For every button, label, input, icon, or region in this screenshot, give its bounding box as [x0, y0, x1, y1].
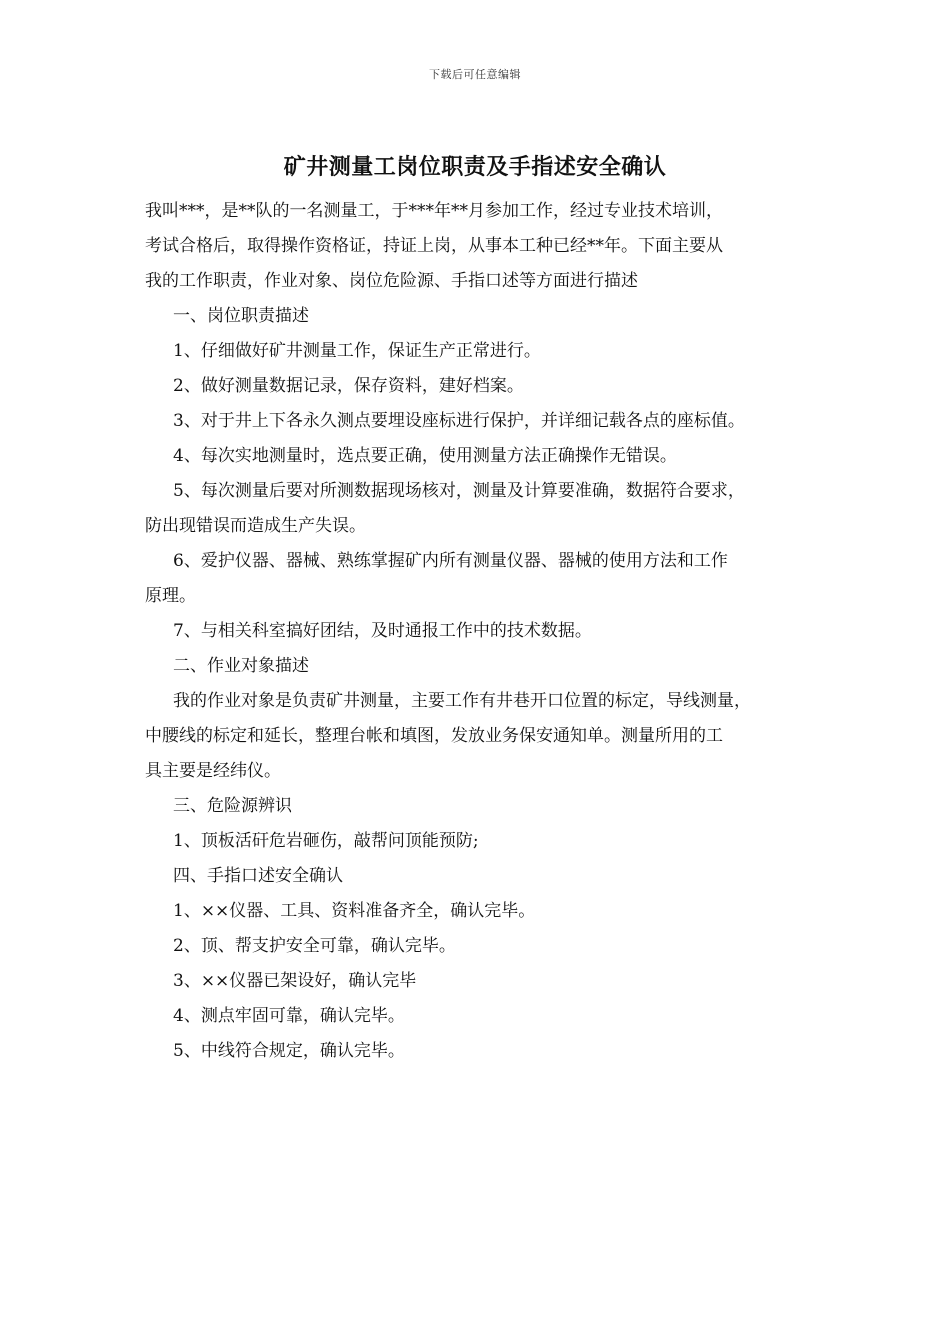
intro-line-3: 我的工作职责，作业对象、岗位危险源、手指口述等方面进行描述: [145, 271, 638, 291]
intro-line-2: 考试合格后，取得操作资格证，持证上岗，从事本工种已经**年。下面主要从: [145, 236, 723, 256]
document-title: 矿井测量工岗位职责及手指述安全确认: [283, 154, 667, 180]
duty-item-6: 6、爱护仪器、器械、熟练掌握矿内所有测量仪器、器械的使用方法和工作: [173, 551, 728, 571]
hazard-item-1: 1、顶板活矸危岩砸伤，敲帮问顶能预防;: [173, 831, 479, 851]
section-heading-hazards: 三、危险源辨识: [173, 796, 292, 816]
duty-item-3: 3、对于井上下各永久测点要埋设座标进行保护，并详细记载各点的座标值。: [173, 411, 745, 431]
confirmation-item-1: 1、××仪器、工具、资料准备齐全，确认完毕。: [173, 901, 536, 921]
intro-line-1: 我叫***，是**队的一名测量工，于***年**月参加工作，经过专业技术培训，: [145, 201, 723, 221]
work-object-line-1: 我的作业对象是负责矿井测量，主要工作有井巷开口位置的标定，导线测量，: [173, 691, 751, 711]
confirmation-item-2: 2、顶、帮支护安全可靠，确认完毕。: [173, 936, 456, 956]
confirmation-item-4: 4、测点牢固可靠，确认完毕。: [173, 1006, 405, 1026]
duty-item-2: 2、做好测量数据记录，保存资料，建好档案。: [173, 376, 524, 396]
duty-item-6-continued: 原理。: [145, 586, 196, 606]
duty-item-5-continued: 防出现错误而造成生产失误。: [145, 516, 366, 536]
section-heading-work-object: 二、作业对象描述: [173, 656, 309, 676]
duty-item-5: 5、每次测量后要对所测数据现场核对，测量及计算要准确，数据符合要求，: [173, 481, 745, 501]
confirmation-item-3: 3、××仪器已架设好，确认完毕: [173, 971, 417, 991]
duty-item-1: 1、仔细做好矿井测量工作，保证生产正常进行。: [173, 341, 541, 361]
work-object-line-2: 中腰线的标定和延长，整理台帐和填图，发放业务保安通知单。测量所用的工: [145, 726, 723, 746]
duty-item-7: 7、与相关科室搞好团结，及时通报工作中的技术数据。: [173, 621, 592, 641]
work-object-line-3: 具主要是经纬仪。: [145, 761, 281, 781]
section-heading-confirmation: 四、手指口述安全确认: [173, 866, 343, 886]
confirmation-item-5: 5、中线符合规定，确认完毕。: [173, 1041, 405, 1061]
page-header-note: 下载后可任意编辑: [429, 68, 521, 81]
document-body: [145, 194, 823, 1069]
section-heading-duties: 一、岗位职责描述: [173, 306, 309, 326]
duty-item-4: 4、每次实地测量时，选点要正确，使用测量方法正确操作无错误。: [173, 446, 677, 466]
